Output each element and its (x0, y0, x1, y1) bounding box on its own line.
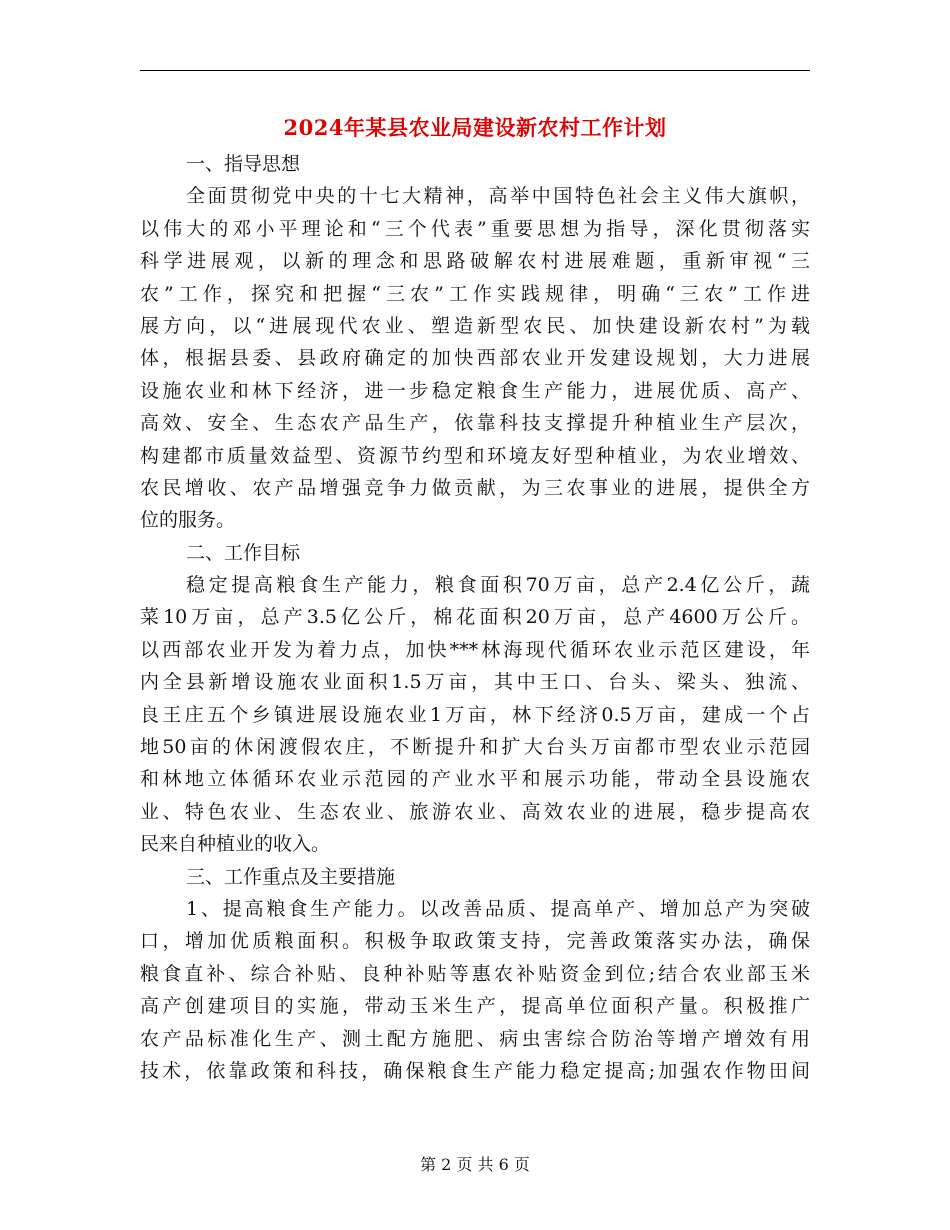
document-body (140, 148, 810, 1087)
paragraph-line: 口，增加优质粮面积。积极争取政策支持，完善政策落实办法，确保 (140, 930, 810, 953)
paragraph-line: 和林地立体循环农业示范园的产业水平和展示功能，带动全县设施农 (140, 768, 810, 791)
paragraph-line: 稳定提高粮食生产能力，粮食面积70万亩，总产2.4亿公斤，蔬 (186, 574, 810, 597)
paragraph-line: 农产品标准化生产、测土配方施肥、病虫害综合防治等增产增效有用 (140, 1027, 810, 1050)
section-heading: 一、指导思想 (186, 153, 301, 175)
header-rule (140, 70, 810, 71)
paragraph-line: 内全县新增设施农业面积1.5万亩，其中王口、台头、梁头、独流、 (140, 671, 810, 694)
paragraph-line: 菜10万亩，总产3.5亿公斤，棉花面积20万亩，总产4600万公斤。 (140, 606, 810, 629)
paragraph-line: 农”工作，探究和把握“三农”工作实践规律，明确“三农”工作进 (140, 282, 810, 305)
paragraph-line: 以西部农业开发为着力点，加快***林海现代循环农业示范区建设，年 (140, 638, 810, 661)
paragraph-line: 民来自种植业的收入。 (140, 833, 331, 856)
paragraph-line: 粮食直补、综合补贴、良种补贴等惠农补贴资金到位;结合农业部玉米 (140, 962, 810, 985)
paragraph-line: 高产创建项目的实施，带动玉米生产，提高单位面积产量。积极推广 (140, 995, 810, 1018)
paragraph-line: 地50亩的休闲渡假农庄，不断提升和扩大台头万亩都市型农业示范园 (140, 736, 810, 759)
paragraph-line: 以伟大的邓小平理论和“三个代表”重要思想为指导，深化贯彻落实 (140, 217, 810, 240)
document-title: 2024年某县农业局建设新农村工作计划 (283, 115, 667, 140)
paragraph-line: 全面贯彻党中央的十七大精神，高举中国特色社会主义伟大旗帜， (186, 185, 810, 208)
paragraph-line: 位的服务。 (140, 509, 236, 532)
paragraph-line: 科学进展观，以新的理念和思路破解农村进展难题，重新审视“三 (140, 250, 810, 273)
page-number-footer: 第 2 页 共 6 页 (420, 1155, 530, 1174)
paragraph-line: 农民增收、农产品增强竞争力做贡献，为三农事业的进展，提供全方 (140, 476, 810, 499)
paragraph-line: 展方向，以“进展现代农业、塑造新型农民、加快建设新农村”为载 (140, 314, 810, 337)
paragraph-line: 良王庄五个乡镇进展设施农业1万亩，林下经济0.5万亩，建成一个占 (140, 703, 810, 726)
paragraph-line: 高效、安全、生态农产品生产，依靠科技支撑提升种植业生产层次， (140, 412, 810, 435)
paragraph-line: 设施农业和林下经济，进一步稳定粮食生产能力，进展优质、高产、 (140, 379, 810, 402)
section-heading: 二、工作目标 (186, 541, 301, 564)
paragraph-line: 1、提高粮食生产能力。以改善品质、提高单产、增加总产为突破 (186, 897, 810, 920)
paragraph-line: 业、特色农业、生态农业、旅游农业、高效农业的进展，稳步提高农 (140, 800, 810, 823)
paragraph-line: 技术，依靠政策和科技，确保粮食生产能力稳定提高;加强农作物田间 (140, 1059, 810, 1082)
section-heading: 三、工作重点及主要措施 (186, 865, 396, 888)
paragraph-line: 体，根据县委、县政府确定的加快西部农业开发建设规划，大力进展 (140, 347, 810, 370)
paragraph-line: 构建都市质量效益型、资源节约型和环境友好型种植业，为农业增效、 (140, 444, 810, 467)
